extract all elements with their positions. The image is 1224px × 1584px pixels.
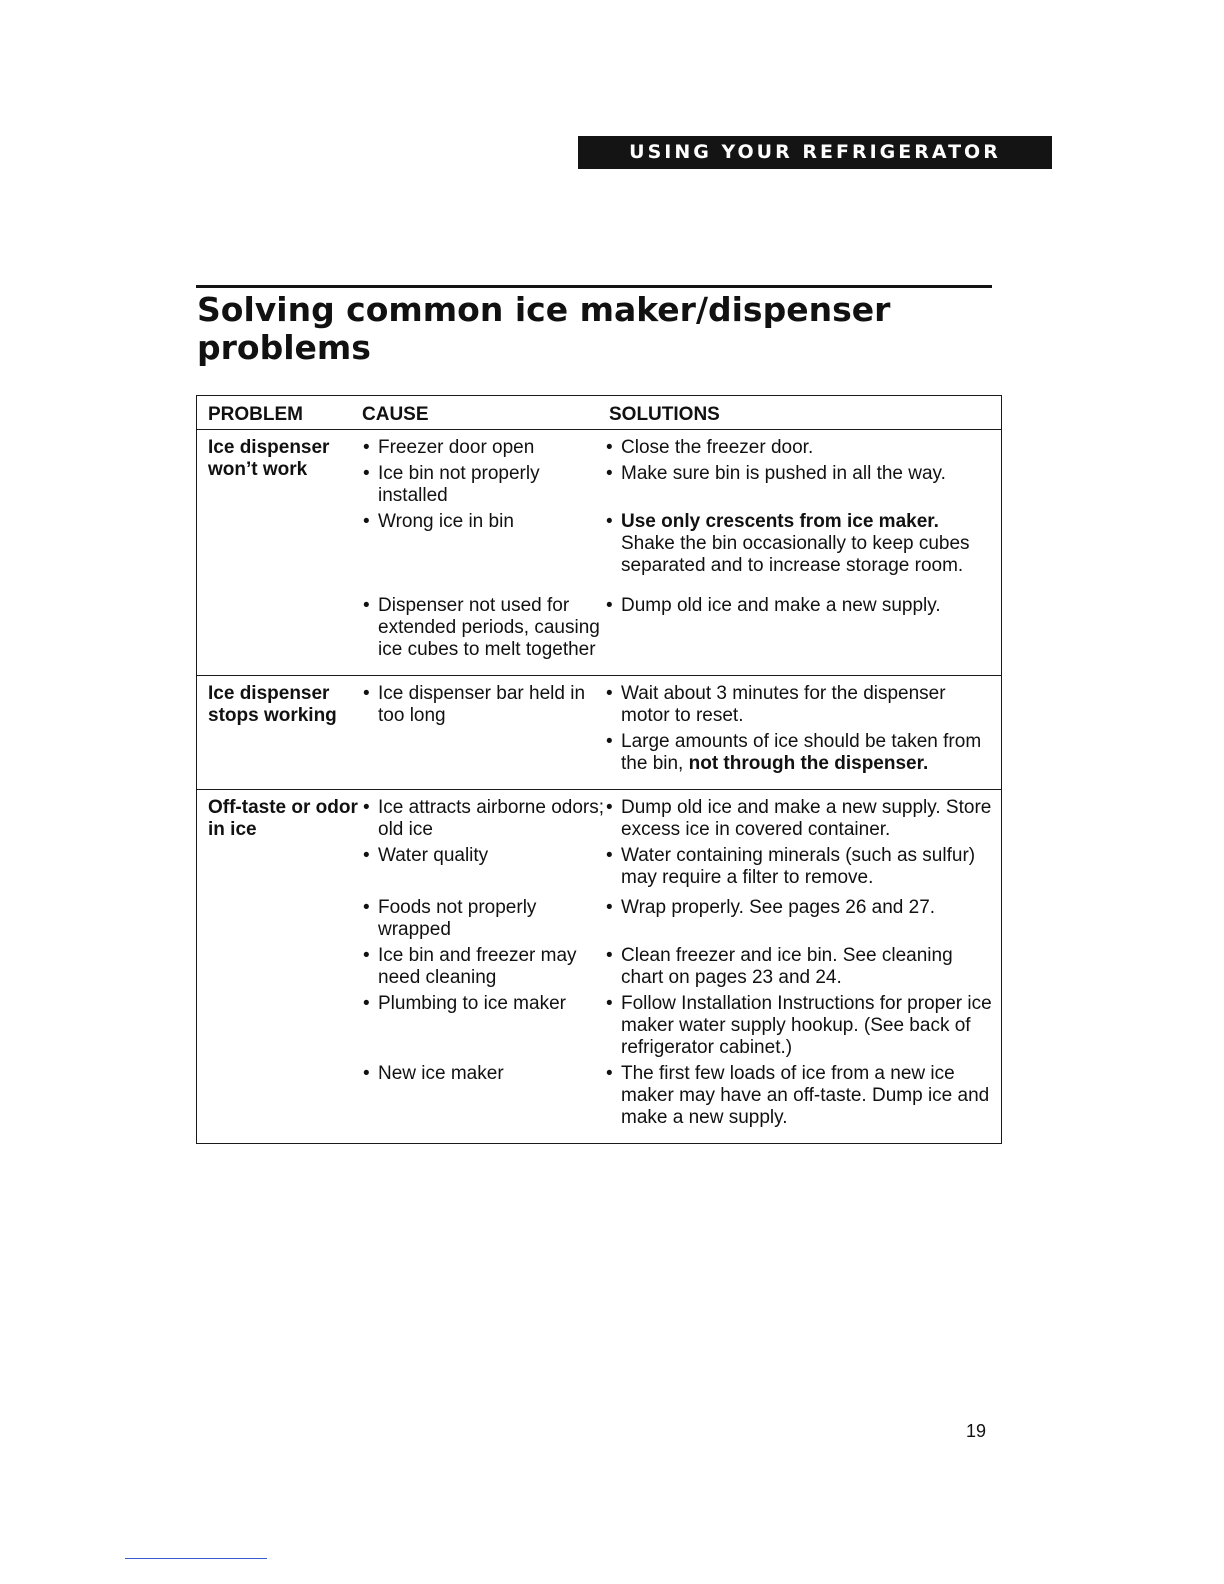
solution-item: • The first few loads of ice from a new ice maker may have an off-taste. Dump ice and make a new supply. [605,1063,993,1129]
cause-item: • Ice bin not properly installed [362,463,605,507]
solution-item: • Make sure bin is pushed in all the way. [605,463,993,485]
solution-item: • Dump old ice and make a new supply. [605,595,993,617]
solution-item: • Dump old ice and make a new supply. Store excess ice in covered container. [605,797,993,841]
header-cause: CAUSE [362,396,609,430]
cause-solution-pair [362,845,1001,893]
cause-solution-pair [362,797,1001,845]
title-rule [196,285,992,288]
problem-cell: Ice dispenser stops working [197,676,363,790]
solution-item [605,511,993,577]
cause-solution-pair [362,683,1001,779]
cause-solution-pair [362,437,1001,463]
cause-solution-cell [362,676,1002,790]
footer-rule [125,1558,267,1559]
solution-item: • Follow Installation Instructions for proper ice maker water supply hookup. (See back of refrigerator cabinet.) [605,993,993,1059]
cause-item: • Wrong ice in bin [362,511,605,533]
problem-cell: Off-taste or odor in ice [208,797,358,840]
cause-solution-pair [362,595,1001,665]
solution-item: • Close the freezer door. [605,437,993,459]
cause-solution-pair [362,463,1001,511]
cause-item: • Water quality [362,845,605,867]
cause-item: • Dispenser not used for extended periods, causing ice cubes to melt together [362,595,605,661]
table-row [197,430,1002,676]
solution-item [605,731,993,775]
solution-text: Large amounts of ice should be taken from the bin, [621,731,982,774]
page-title: Solving common ice maker/dispenser problems [197,290,891,367]
table-row [197,790,1002,1144]
cause-item: • Freezer door open [362,437,605,459]
header-solutions: SOLUTIONS [609,396,1002,430]
troubleshooting-table [196,395,1002,1144]
cause-solution-pair [362,511,1001,581]
cause-solution-cell [362,430,1002,676]
cause-item: • Foods not properly wrapped [362,897,605,941]
table-row [197,676,1002,790]
section-banner: USING YOUR REFRIGERATOR [578,136,1052,169]
cause-solution-pair [362,897,1001,945]
cause-solution-cell [362,790,1002,1144]
solution-emphasis: Use only crescents from ice maker. [621,511,939,532]
cause-item: • Ice bin and freezer may need cleaning [362,945,605,989]
solution-item: • Wrap properly. See pages 26 and 27. [605,897,993,919]
table-header-row [197,396,1002,430]
solution-emphasis: not through the dispenser. [688,753,929,774]
header-problem: PROBLEM [197,396,363,430]
cause-item: • New ice maker [362,1063,605,1085]
cause-item: • Plumbing to ice maker [362,993,605,1015]
cause-solution-pair [362,1063,1001,1133]
cause-item: • Ice dispenser bar held in too long [362,683,605,727]
solution-item: • Clean freezer and ice bin. See cleaning chart on pages 23 and 24. [605,945,993,989]
solution-item: • Water containing minerals (such as sulfur) may require a filter to remove. [605,845,993,889]
cause-item: • Ice attracts airborne odors; old ice [362,797,605,841]
solution-text: Shake the bin occasionally to keep cubes separated and to increase storage room. [621,533,970,576]
problem-cell: Ice dispenser won’t work [197,430,363,676]
cause-solution-pair [362,993,1001,1063]
solution-item: • Wait about 3 minutes for the dispenser motor to reset. [605,683,993,727]
page-number: 19 [966,1421,987,1441]
cause-solution-pair [362,945,1001,993]
